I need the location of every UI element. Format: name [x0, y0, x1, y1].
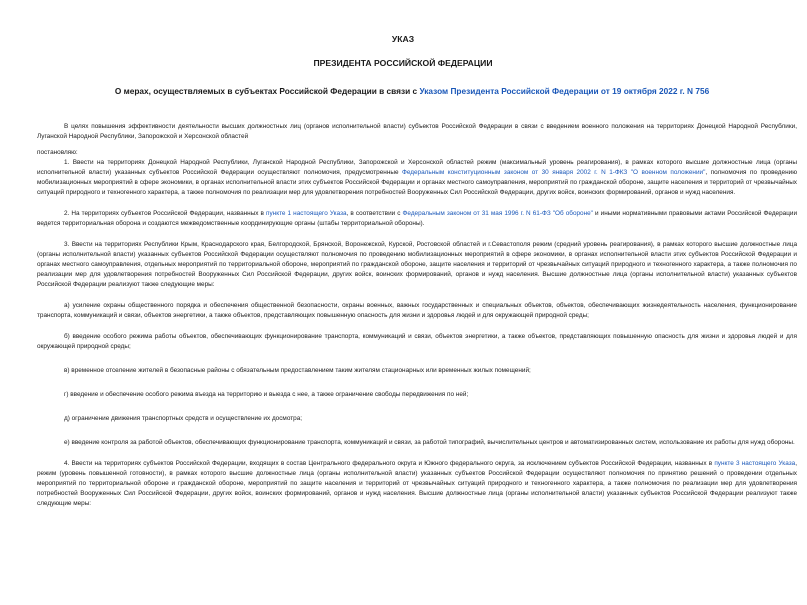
- paragraph-2-text-b: , в соответствии с: [346, 210, 403, 217]
- decree-756-link[interactable]: Указом Президента Российской Федерации от 19 октября 2022 г. N 756: [419, 86, 710, 96]
- point-3-link[interactable]: пункте 3 настоящего Указа: [714, 460, 796, 467]
- paragraph-3f: е) введение контроля за работой объектов, обеспечивающих функционирование транспорта, коммуникаций и связи, за работой типографий, вычислительных центров и автоматизированных систем, использование их работы для нужд обороны.: [64, 439, 795, 446]
- fz-defense-link[interactable]: Федеральным законом от 31 мая 1996 г. N 61-ФЗ "Об обороне": [402, 210, 593, 217]
- document-page: [0, 34, 807, 605]
- intro-paragraph: В целях повышения эффективности деятельности высших должностных лиц (органов исполнительной власти) субъектов Российской Федерации в связи с введением военного положения на территориях Донецкой Народной Республики, Луганской Народной Республики, Запорожской и Херсонской областей: [37, 123, 797, 140]
- paragraph-3: 3. Ввести на территориях Республики Крым, Краснодарского края, Белгородской, Брянской, Воронежской, Курской, Ростовской областей и г.Севастополя режим (средний уровень реагирования), в рамках которого высшие должностные лица (органы исполнительной власти) указанных субъектов Российской Федерации осуществляют полномочия по проведению мобилизационных мероприятий в сфере экономики, в органах исполнительной власти этих субъектов Российской Федерации и органах местного самоуправления, отдельных мероприятий по территориальной обороне, мероприятий по гражданской обороне, защите населения и территорий от чрезвычайных ситуаций природного и техногенного характера, а также полномочия по реализации мер для удовлетворения потребностей Вооруженных Сил Российской Федерации, других войск, воинских формирований, органов и нужд населения. Высшие должностные лица (органы исполнительной власти) указанных субъектов Российской Федерации реализуют также следующие меры:: [37, 241, 797, 288]
- document-subtitle: [37, 86, 797, 96]
- paragraph-2-text-a: 2. На территориях субъектов Российской Федерации, названных в: [64, 210, 267, 217]
- paragraph-3a: а) усиление охраны общественного порядка и обеспечения общественной безопасности, охраны военных, важных государственных и специальных объектов, объектов, обеспечивающих жизнедеятельность населения, функционирование транспорта, коммуникаций и связи, объектов энергетики, а также объектов, представляющих повышенную опасность для жизни и здоровья людей и для окружающей природной среды;: [37, 302, 797, 319]
- document-body: [37, 122, 797, 509]
- paragraph-1-text-b: , полномочия по проведению мобилизационных мероприятий в сфере экономики, в органах исполнительной власти этих субъектов Российской Федерации и органах местного самоуправления, мероприятий по гражданской обороне, защите населения и территорий от чрезвычайных ситуаций природного и техногенного характера, а также полномочия по реализации мер для удовлетворения потребностей Вооруженных Сил Российской Федерации, других войск, воинских формирований, органов и нужд населения.: [37, 169, 797, 196]
- fkz-martial-law-link[interactable]: Федеральным конституционным законом от 30 января 2002 г. N 1-ФКЗ "О военном положении": [402, 169, 706, 176]
- subtitle-text: О мерах, осуществляемых в субъектах Российской Федерации в связи с: [114, 86, 420, 96]
- paragraph-2-text-c: и иными нормативными правовыми актами Российской Федерации ведется территориальная оборона и создаются межведомственные координирующие органы (штабы территориальной обороны).: [37, 210, 798, 227]
- paragraph-3b: б) введение особого режима работы объектов, обеспечивающих функционирование транспорта, коммуникаций и связи, объектов энергетики, а также объектов, представляющих повышенную опасность для жизни и здоровья людей и для окружающей природной среды;: [37, 333, 797, 350]
- paragraph-4-text-b: , режим (уровень повышенной готовности), в рамках которого высшие должностные лица (органы исполнительной власти) указанных субъектов Российской Федерации осуществляют полномочия по принятию решений о проведении отдельных мероприятий по территориальной обороне и гражданской обороне, мероприятий по защите населения и территорий от чрезвычайных ситуаций природного и техногенного характера, а также полномочия по реализации мер для удовлетворения потребностей Вооруженных Сил Российской Федерации, других войск, воинских формирований, органов и нужд населения. Высшие должностные лица (органы исполнительной власти) указанных субъектов Российской Федерации реализуют также следующие меры:: [37, 460, 797, 507]
- title-block: [37, 34, 797, 68]
- decree-word: постановляю:: [37, 149, 78, 156]
- paragraph-4: [37, 459, 797, 509]
- point-1-link[interactable]: пункте 1 настоящего Указа: [266, 210, 347, 217]
- issuer-title: ПРЕЗИДЕНТА РОССИЙСКОЙ ФЕДЕРАЦИИ: [313, 58, 493, 68]
- paragraph-1-text-a: 1. Ввести на территориях Донецкой Народной Республики, Луганской Народной Республики, Запорожской и Херсонской областей режим (максимальный уровень реагирования), в рамках которого высшие должностные лица (органы исполнительной власти) указанных субъектов Российской Федерации осуществляют полномочия, предусмотренные: [37, 159, 797, 176]
- paragraph-3c: в) временное отселение жителей в безопасные районы с обязательным предоставлением таким жителям стационарных или временных жилых помещений;: [64, 367, 531, 374]
- paragraph-3d: г) введение и обеспечение особого режима въезда на территорию и выезда с нее, а также ограничение свободы передвижения по ней;: [64, 391, 469, 398]
- paragraph-2: [37, 209, 797, 229]
- paragraph-1: [37, 158, 797, 198]
- decree-title: УКАЗ: [391, 34, 415, 44]
- paragraph-3e: д) ограничение движения транспортных средств и осуществление их досмотра;: [64, 415, 303, 422]
- paragraph-4-text-a: 4. Ввести на территориях субъектов Российской Федерации, входящих в состав Центрального федерального округа и Южного федерального округа, за исключением субъектов Российской Федерации, названных в: [64, 460, 715, 467]
